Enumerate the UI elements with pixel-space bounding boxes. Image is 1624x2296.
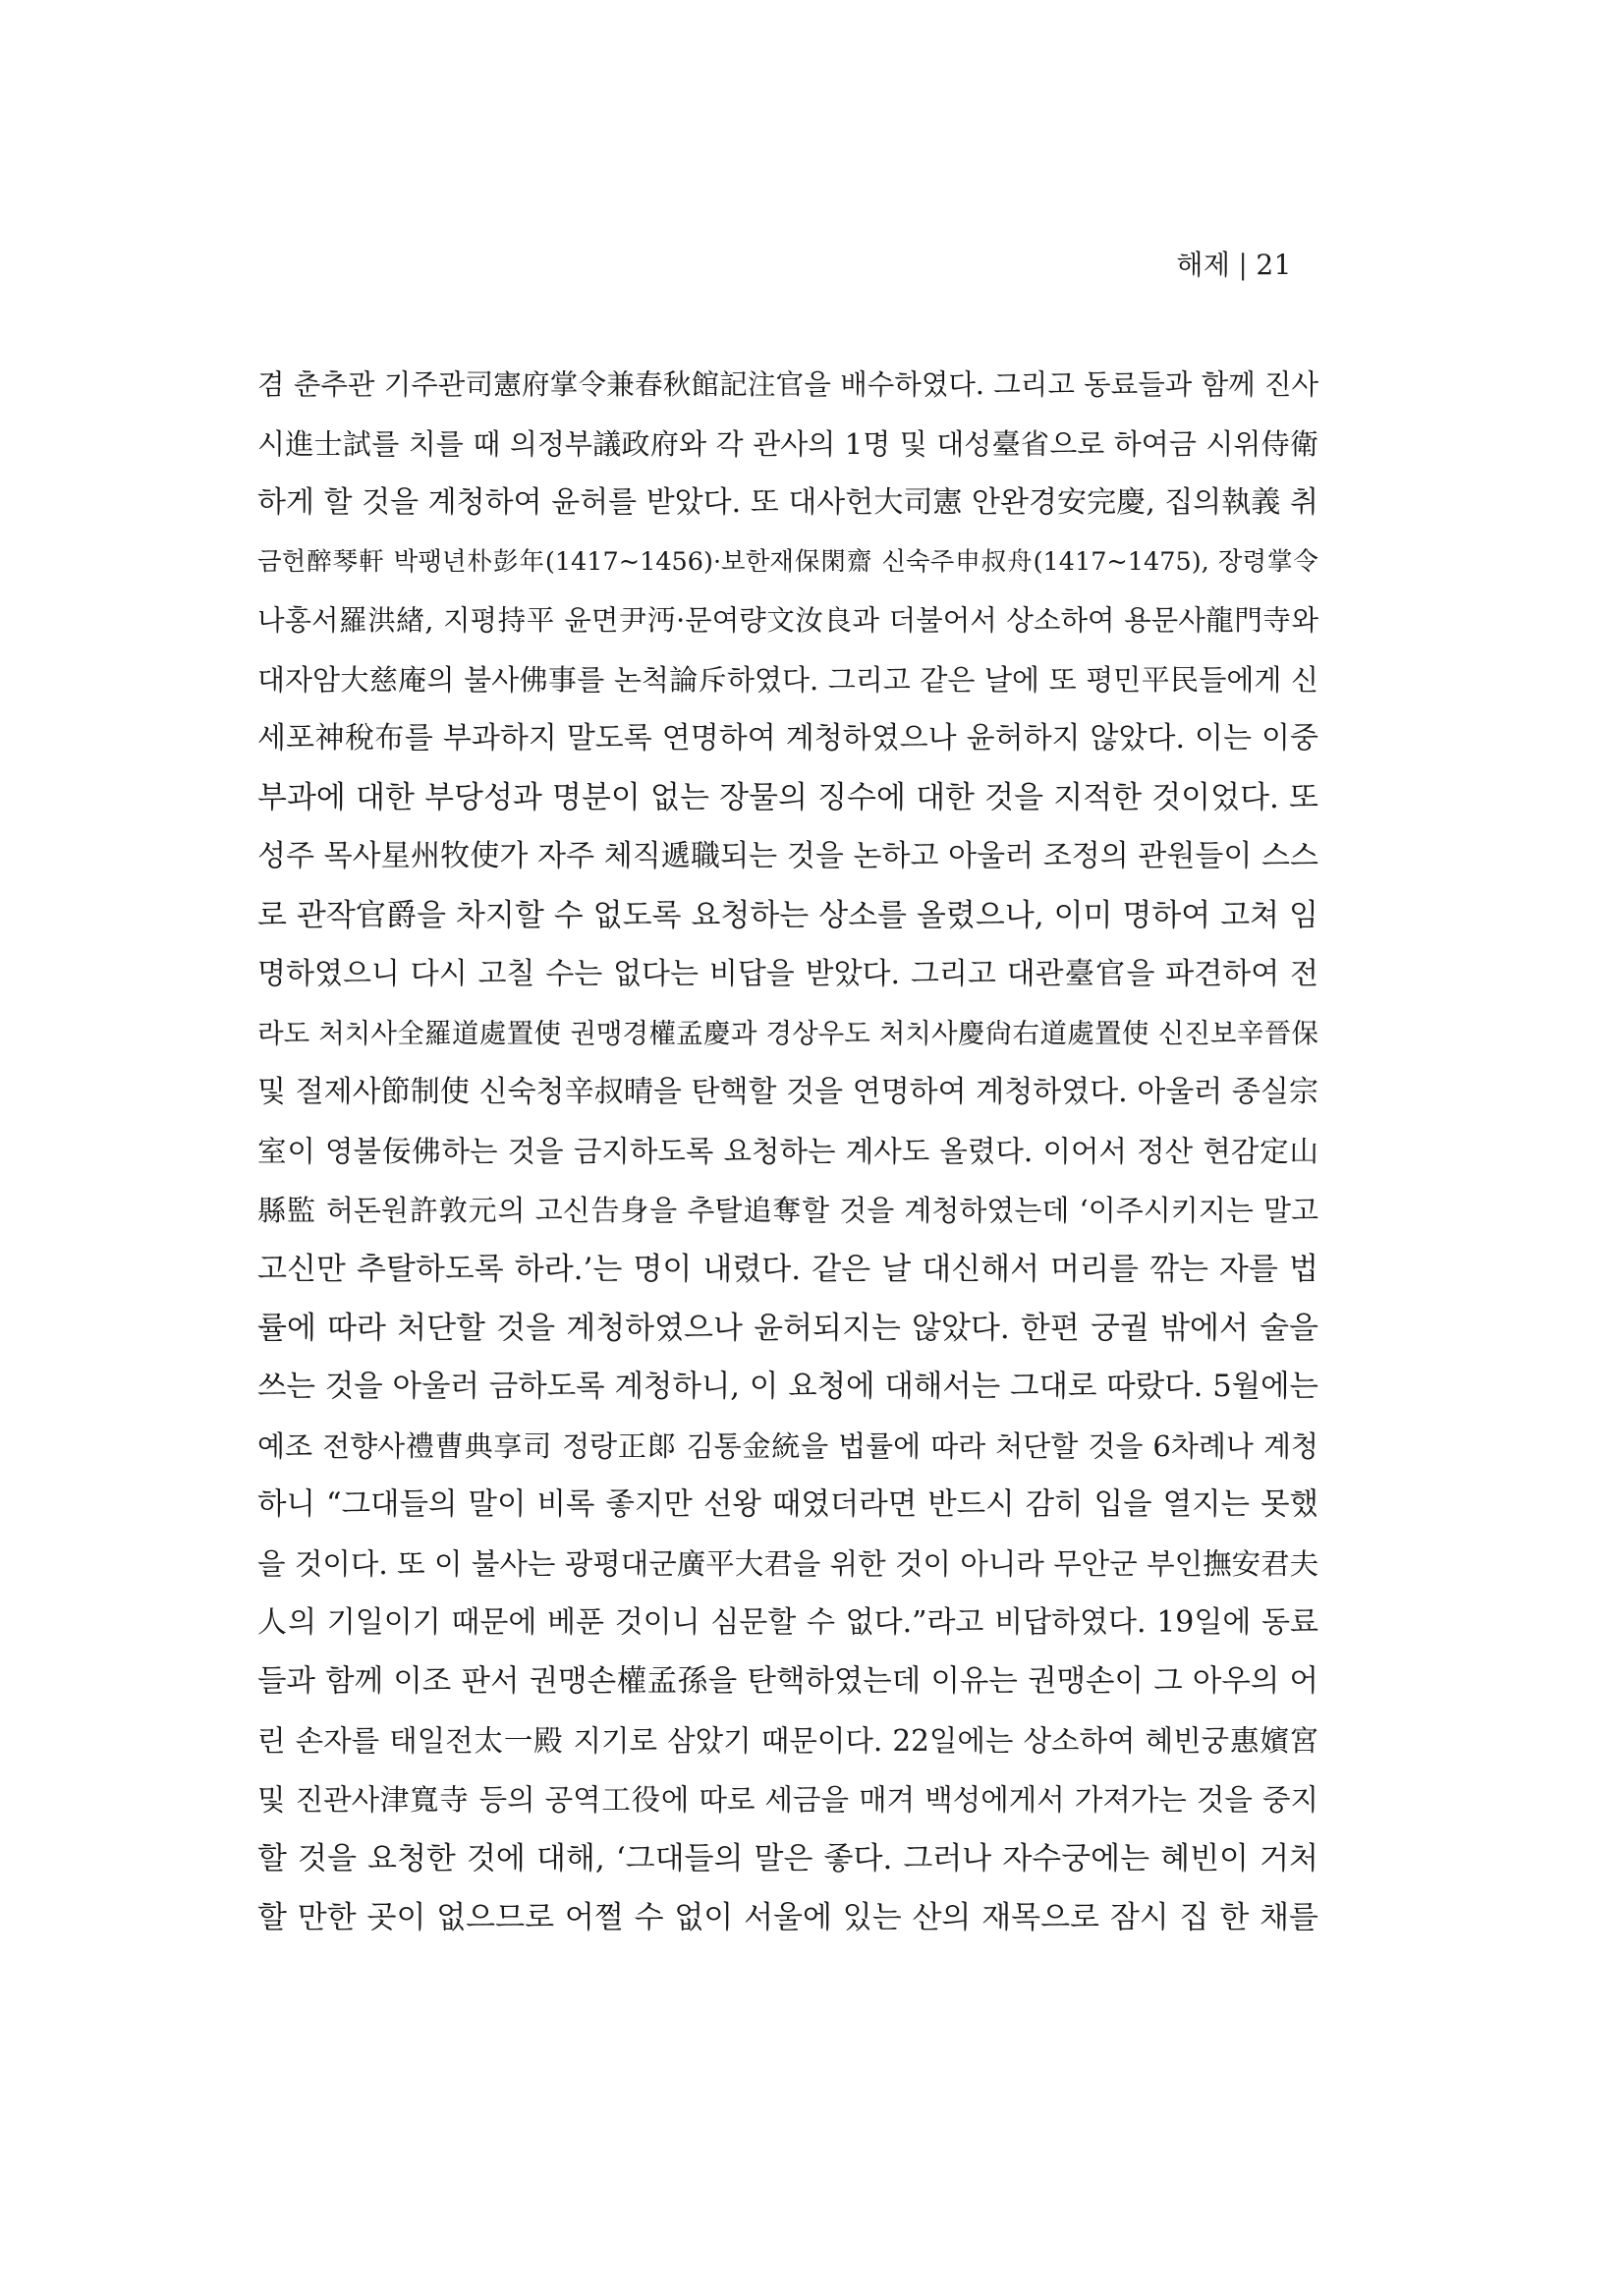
text-line: 률에 따라 처단할 것을 계청하였으나 윤허되지는 않았다. 한편 궁궐 밖에서 술을 <box>257 1311 1318 1346</box>
text-line: 성주 목사星州牧使가 자주 체직遞職되는 것을 논하고 아울러 조정의 관원들이 스스 <box>257 839 1318 873</box>
text-line: 대자암大慈庵의 불사佛事를 논척論斥하였다. 그리고 같은 날에 또 평민平民들에게 신 <box>257 663 1318 697</box>
text-line: 및 진관사津寬寺 등의 공역工役에 따로 세금을 매겨 백성에게서 가져가는 것을 중지 <box>257 1783 1318 1817</box>
text-line: 하니 “그대들의 말이 비록 좋지만 선왕 때였더라면 반드시 감히 입을 열지는 못했 <box>257 1487 1318 1522</box>
text-line: 로 관작官爵을 차지할 수 없도록 요청하는 상소를 올렸으나, 이미 명하여 고쳐 임 <box>257 898 1318 933</box>
text-line: 금헌醉琴軒 박팽년朴彭年(1417~1456)·보한재保閑齋 신숙주申叔舟(1417~1475), 장령掌令 <box>257 547 1318 577</box>
text-line: 겸 춘추관 기주관司憲府掌令兼春秋館記注官을 배수하였다. 그리고 동료들과 함께 진사 <box>257 368 1318 401</box>
text-line: 린 손자를 태일전太一殿 지기로 삼았기 때문이다. 22일에는 상소하여 혜빈궁惠嬪宮 <box>257 1724 1318 1758</box>
running-header <box>1176 244 1292 283</box>
text-line: 시進士試를 치를 때 의정부議政府와 각 관사의 1명 및 대성臺省으로 하여금 시위侍衛 <box>257 427 1318 461</box>
text-line: 명하였으니 다시 고칠 수는 없다는 비답을 받았다. 그리고 대관臺官을 파견하여 전 <box>257 957 1318 991</box>
body-text <box>257 356 1318 1947</box>
text-line: 할 만한 곳이 없으므로 어쩔 수 없이 서울에 있는 산의 재목으로 잠시 집 한 채를 <box>257 1900 1318 1935</box>
text-line: 할 것을 요청한 것에 대해, ‘그대들의 말은 좋다. 그러나 자수궁에는 혜빈이 거처 <box>257 1841 1318 1876</box>
text-line: 세포神稅布를 부과하지 말도록 연명하여 계청하였으나 윤허하지 않았다. 이는 이중 <box>257 721 1318 756</box>
text-line: 하게 할 것을 계청하여 윤허를 받았다. 또 대사헌大司憲 안완경安完慶, 집의執義 취 <box>257 485 1318 520</box>
text-line: 을 것이다. 또 이 불사는 광평대군廣平大君을 위한 것이 아니라 무안군 부인撫安君夫 <box>257 1547 1318 1581</box>
text-line: 縣監 허돈원許敦元의 고신告身을 추탈追奪할 것을 계청하였는데 ‘이주시키지는 말고 <box>257 1194 1318 1227</box>
text-line: 쓰는 것을 아울러 금하도록 계청하니, 이 요청에 대해서는 그대로 따랐다. 5월에는 <box>257 1370 1318 1404</box>
page-number: 21 <box>1256 249 1292 281</box>
text-line: 室이 영불佞佛하는 것을 금지하도록 요청하는 계사도 올렸다. 이어서 정산 현감定山 <box>257 1135 1318 1168</box>
text-line: 들과 함께 이조 판서 권맹손權孟孫을 탄핵하였는데 이유는 권맹손이 그 아우의 어 <box>257 1664 1318 1699</box>
text-line: 고신만 추탈하도록 하라.’는 명이 내렸다. 같은 날 대신해서 머리를 깎는 자를 법 <box>257 1252 1318 1287</box>
text-line: 人의 기일이기 때문에 베푼 것이니 심문할 수 없다.”라고 비답하였다. 19일에 동료 <box>257 1605 1318 1640</box>
section-title: 해제 <box>1176 249 1231 281</box>
text-line: 부과에 대한 부당성과 명분이 없는 장물의 징수에 대한 것을 지적한 것이었다. 또 <box>257 780 1318 815</box>
text-line: 나홍서羅洪緖, 지평持平 윤면尹沔·문여량文汝良과 더불어서 상소하여 용문사龍門寺와 <box>257 604 1318 637</box>
text-line: 및 절제사節制使 신숙청辛叔晴을 탄핵할 것을 연명하여 계청하였다. 아울러 종실宗 <box>257 1075 1318 1109</box>
text-line: 예조 전향사禮曹典享司 정랑正郞 김통金統을 법률에 따라 처단할 것을 6차례나 계청 <box>257 1429 1318 1463</box>
header-divider: | <box>1238 249 1249 281</box>
text-line: 라도 처치사全羅道處置使 권맹경權孟慶과 경상우도 처치사慶尙右道處置使 신진보辛晉保 <box>257 1018 1318 1049</box>
